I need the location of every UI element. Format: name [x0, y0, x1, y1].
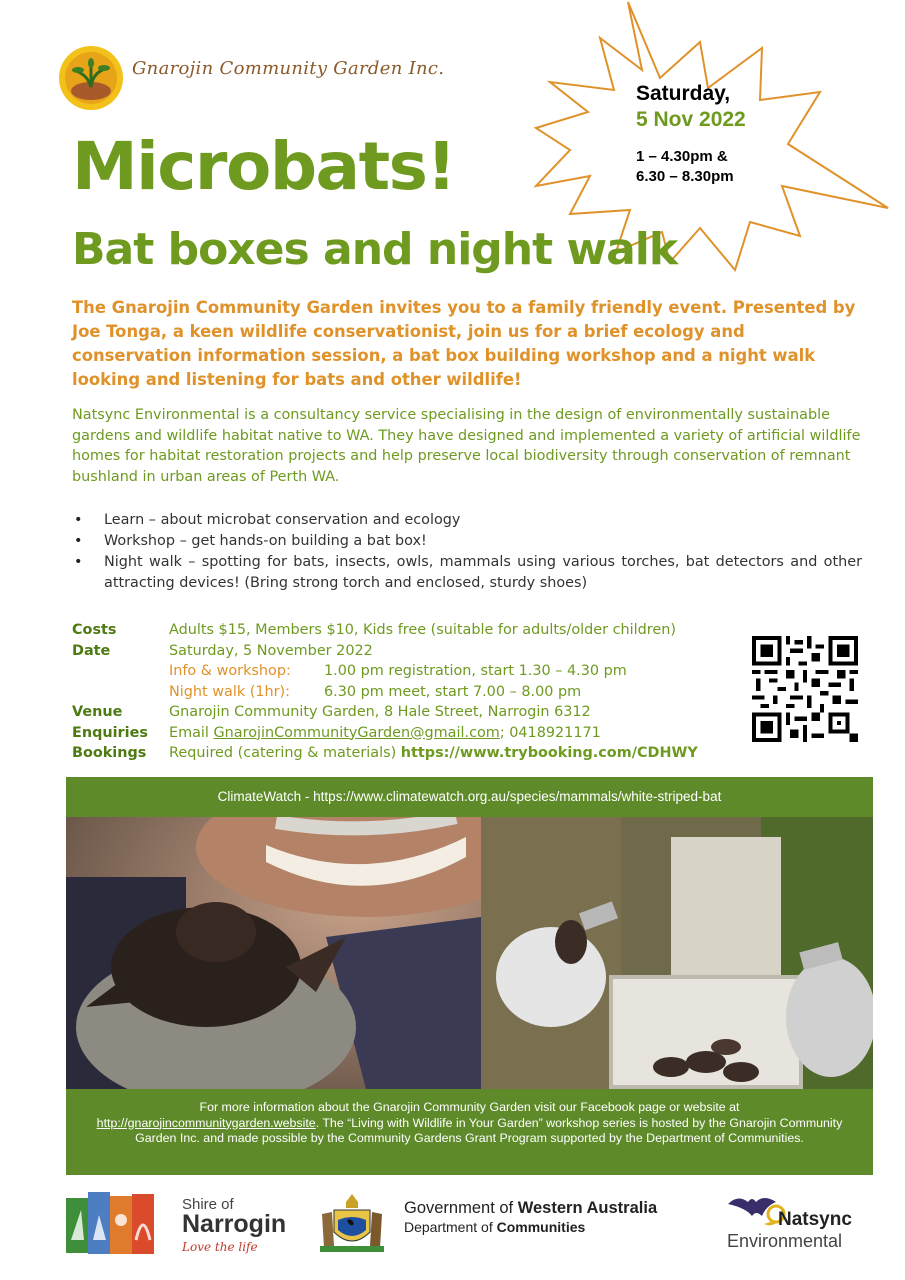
garden-logo [58, 45, 124, 111]
government-name [404, 1199, 657, 1218]
info-row [72, 661, 752, 682]
natsync-name: Natsync [778, 1209, 852, 1230]
gov-bold: Western Australia [517, 1199, 658, 1217]
bookings-value [169, 743, 698, 764]
enquiries-value [169, 723, 601, 744]
enquiries-prefix: Email [169, 724, 214, 741]
footer-info [66, 1089, 873, 1175]
footer-line-1: For more information about the Gnarojin Community Garden visit our Facebook page or website at [199, 1100, 740, 1114]
website-link[interactable]: http://gnarojincommunitygarden.website [96, 1115, 316, 1130]
shire-of-narrogin-logo [66, 1190, 176, 1258]
venue-label: Venue [72, 704, 123, 720]
wa-government-crest [312, 1190, 392, 1256]
event-date: 5 Nov 2022 [636, 108, 746, 131]
bookings-row [72, 743, 752, 764]
info-value: 1.00 pm registration, start 1.30 – 4.30 pm [324, 663, 627, 679]
phone-number: ; 0418921171 [499, 724, 601, 741]
night-value: 6.30 pm meet, start 7.00 – 8.00 pm [324, 683, 582, 700]
costs-value: Adults $15, Members $10, Kids free (suitable for adults/older children) [169, 622, 676, 638]
list-item: • Learn – about microbat conservation and ecology [72, 510, 862, 531]
shire-of-text: Shire of [182, 1196, 234, 1213]
night-row [72, 682, 752, 703]
description-paragraph: Natsync Environmental is a consultancy service specialising in the design of environmentally sustainable gardens and wildlife habitat native to WA. They have designed and implemented a variety of artificial wildlife homes for habitat restoration projects and help preserve local biodiversity through conservation of remnant bushland in urban areas of Perth WA. [72, 407, 861, 485]
qr-code[interactable] [752, 636, 858, 742]
bookings-label: Bookings [72, 745, 147, 761]
venue-value: Gnarojin Community Garden, 8 Hale Street, Narrogin 6312 [169, 704, 591, 720]
email-link[interactable]: GnarojinCommunityGarden@gmail.com [213, 724, 500, 741]
photo-bats-in-box [481, 817, 873, 1089]
photo-man-holding-bat [66, 817, 481, 1089]
date-row [72, 641, 752, 662]
shire-tagline: Love the life [182, 1240, 258, 1254]
enquiries-label: Enquiries [72, 724, 148, 741]
list-item: • Workshop – get hands-on building a bat box! [72, 531, 862, 552]
department-name [404, 1219, 585, 1235]
climatewatch-bar[interactable]: ClimateWatch - https://www.climatewatch.org.au/species/mammals/white-striped-bat [66, 777, 873, 817]
page-title: Microbats! [72, 128, 456, 205]
event-time-2: 6.30 – 8.30pm [636, 168, 734, 185]
costs-row [72, 620, 752, 641]
event-details [72, 620, 752, 764]
natsync-subtitle: Environmental [727, 1231, 843, 1251]
dept-prefix: Department of [404, 1219, 497, 1235]
gov-prefix: Government of [404, 1199, 518, 1217]
enquiries-row [72, 723, 752, 744]
date-value: Saturday, 5 November 2022 [169, 642, 373, 659]
footer-line-2: . The “Living with Wildlife in Your Garden” workshop series is hosted by the Gnarojin Community Garden Inc. and made possible by the Community Gardens Grant Program supported by the Department of Communities. [135, 1115, 843, 1145]
intro-paragraph: The Gnarojin Community Garden invites you to a family friendly event. Presented by Joe Tonga, a keen wildlife conservationist, join us for a brief ecology and conservation information session, a bat box building workshop and a night walk looking and listening for bats and other wildlife! [72, 298, 856, 389]
costs-label: Costs [72, 622, 117, 638]
booking-link[interactable]: https://www.trybooking.com/CDHWY [400, 745, 698, 761]
list-item: • Night walk – spotting for bats, insects, owls, mammals using various torches, bat detectors and other attracting devices! (Bring strong torch and enclosed, sturdy shoes) [72, 552, 862, 594]
natsync-bat-logo [726, 1190, 786, 1230]
night-label: Night walk (1hr): [169, 683, 290, 700]
page-subtitle: Bat boxes and night walk [72, 224, 678, 275]
info-label: Info & workshop: [169, 663, 291, 679]
bookings-prefix: Required (catering & materials) [169, 745, 401, 761]
event-time-1: 1 – 4.30pm & [636, 148, 728, 165]
dept-bold: Communities [496, 1219, 586, 1235]
date-label: Date [72, 642, 111, 659]
event-day: Saturday, [636, 82, 731, 105]
activity-list [72, 510, 862, 594]
venue-row [72, 702, 752, 723]
shire-name: Narrogin [182, 1210, 287, 1238]
org-name: Gnarojin Community Garden Inc. [132, 58, 445, 79]
